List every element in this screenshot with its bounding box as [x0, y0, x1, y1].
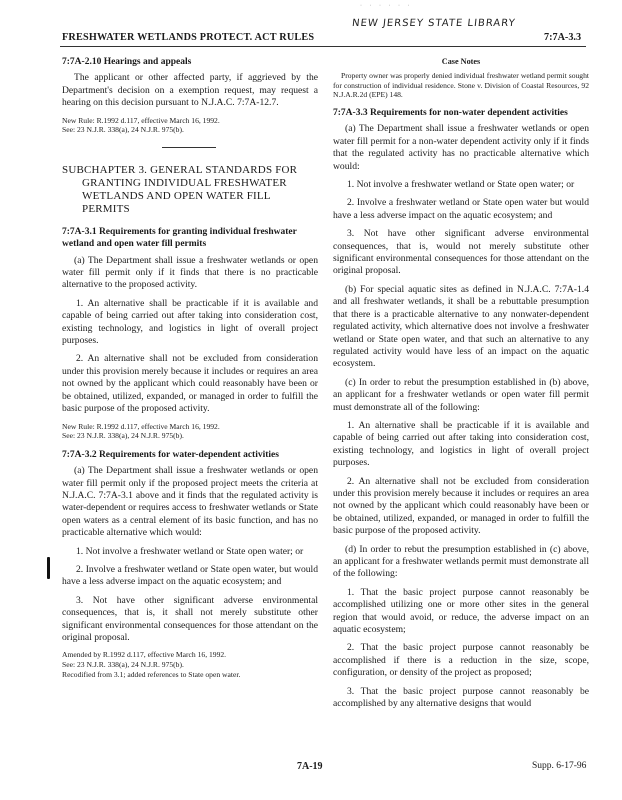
section-3-3-item-2: 2. Involve a freshwater wetland or State open water but would have a less adverse impact on the aquatic ecosystem; and — [333, 197, 589, 221]
section-3-3-d: (d) In order to rebut the presumption established in (c) above, an applicant for a freshwater wetlands permit must demonstrate all of the following: — [333, 543, 590, 580]
section-ref: 7:7A-3.3 — [544, 32, 582, 43]
running-head: FRESHWATER WETLANDS PROTECT. ACT RULES — [62, 32, 315, 43]
history-note: See: 23 N.J.R. 338(a), 24 N.J.R. 975(b). — [62, 125, 184, 135]
section-3-2-item-2: 2. Involve a freshwater wetland or State open water, but would have a less adverse impact on the aquatic ecosystem; and — [62, 563, 318, 588]
section-divider — [162, 147, 216, 148]
section-3-3-c: (c) In order to rebut the presumption established in (b) above, an applicant for a freshwater wetlands or open water fill permit must demonstrate all of the following: — [333, 376, 589, 413]
section-3-3-item-1: 1. Not involve a freshwater wetland or State open water; or — [347, 179, 575, 191]
section-3-3-c-item-1: 1. An alternative shall be practicable if it is available and capable of being carried out after taking into consideration cost, existing technology, and logistics in light of overall project purposes. — [333, 419, 589, 469]
section-3-2-a: (a) The Department shall issue a freshwater wetlands or open water fill permit only if the proposed project meets the criteria at N.J.A.C. 7:7A-3.1 above and it finds that the regulated activity is water-dependent or requires access to freshwater wetlands or State open waters as a central element of its basic function, and has no practicable alternative which would: — [62, 465, 318, 539]
history-note: New Rule: R.1992 d.117, effective March 16, 1992. — [62, 421, 220, 431]
section-3-3-b: (b) For special aquatic sites as defined in N.J.A.C. 7:7A-1.4 and all freshwater wetlands, it shall be a rebuttable presumption that there is a practicable alternative to any nonwater-dependent regulated activity, which alternative does not involve a freshwater wetland or State open water, and that such an alternative to any regulated activity would have less of an impact on the aquatic ecosystem. — [333, 283, 589, 370]
left-column — [62, 56, 318, 679]
right-column — [333, 56, 589, 716]
scan-speckles: · · · · · · — [360, 3, 413, 9]
subchapter-heading: SUBCHAPTER 3. GENERAL STANDARDS FOR GRANTING INDIVIDUAL FRESHWATER WETLANDS AND OPEN WATER FILL PERMITS — [62, 163, 298, 215]
section-3-3-d-item-3: 3. That the basic project purpose cannot reasonably be accomplished by any alternative designs that would — [333, 685, 589, 710]
history-note: See: 23 N.J.R. 338(a), 24 N.J.R. 975(b). — [62, 659, 184, 669]
library-stamp: NEW JERSEY STATE LIBRARY — [351, 18, 517, 29]
section-2-10-title: 7:7A-2.10 Hearings and appeals — [62, 57, 192, 67]
section-3-3-c-item-2: 2. An alternative shall not be excluded from consideration under this provision merely because it includes or requires an area not owned by the applicant which could reasonably have been or be obtained, utilized, expanded, or managed in order to fulfill the basic purpose of the proposed activity. — [333, 475, 589, 537]
section-3-3-a: (a) The Department shall issue a freshwater wetlands or open water fill permit for a non-water dependent activity only if it finds that the regulated activity has no practicable alternative which would: — [333, 123, 589, 172]
section-3-2-item-3: 3. Not have other significant adverse environmental consequences, that is, it shall not merely substitute other significant environmental consequences for those attendant on the original proposal. — [62, 594, 318, 643]
section-3-3-d-item-1: 1. That the basic project purpose cannot reasonably be accomplished utilizing one or more other sites in the general region that would avoid, or reduce, the adverse impact on an aquatic ecosystem; — [333, 586, 589, 636]
section-3-3-title: 7:7A-3.3 Requirements for non-water dependent activities — [333, 108, 568, 119]
history-note: Amended by R.1992 d.117, effective March 16, 1992. — [62, 650, 227, 660]
section-3-3-item-3: 3. Not have other significant adverse environmental consequences, that is, would not merely substitute other significant environmental consequences for those attendant on the original proposal. — [333, 228, 589, 277]
section-3-1-title: 7:7A-3.1 Requirements for granting individual freshwater wetland and open water fill permits — [62, 226, 297, 250]
history-note: See: 23 N.J.R. 338(a), 24 N.J.R. 975(b). — [62, 431, 184, 441]
history-note: Recodified from 3.1; added references to State open water. — [62, 669, 241, 679]
section-3-2-item-1: 1. Not involve a freshwater wetland or State open water; or — [76, 545, 304, 557]
section-3-3-d-item-2: 2. That the basic project purpose cannot reasonably be accomplished if there is a reduction in the size, scope, configuration, or density of the project as proposed; — [333, 642, 589, 679]
header-rule — [60, 46, 586, 47]
page-number: 7A-19 — [297, 761, 323, 772]
section-3-1-item-1: 1. An alternative shall be practicable if it is available and capable of being carried out after taking into consideration cost, existing technology, and logistics in light of overall project purposes. — [62, 297, 318, 347]
supplement-date: Supp. 6-17-96 — [532, 761, 587, 771]
section-3-2-title: 7:7A-3.2 Requirements for water-dependent activities — [62, 449, 279, 460]
section-3-1-item-2: 2. An alternative shall not be excluded from consideration under this provision merely because it includes or requires an area not owned by the applicant which could reasonably have been or be obtained, utilized, expanded, or managed in order to fulfill the basic purpose of the proposed activity. — [62, 353, 318, 415]
case-notes-heading: Case Notes — [441, 57, 481, 66]
case-notes-text: Property owner was properly denied individual freshwater wetland permit sought for construction of individual residence. Stone v. Division of Coastal Resources, 92 N.J.A.R.2d (EPE) 148. — [333, 71, 589, 99]
margin-mark — [47, 557, 50, 579]
history-note: New Rule: R.1992 d.117, effective March 16, 1992. — [62, 115, 220, 125]
section-3-1-a: (a) The Department shall issue a freshwater wetlands or open water fill permit only if it finds that there is no practicable alternative to the proposed activity. — [62, 254, 318, 291]
section-2-10-text: The applicant or other affected party, if aggrieved by the Department's decision on a exemption request, may request a hearing on this decision pursuant to N.J.A.C. 7:7A-12.7. — [62, 72, 318, 109]
